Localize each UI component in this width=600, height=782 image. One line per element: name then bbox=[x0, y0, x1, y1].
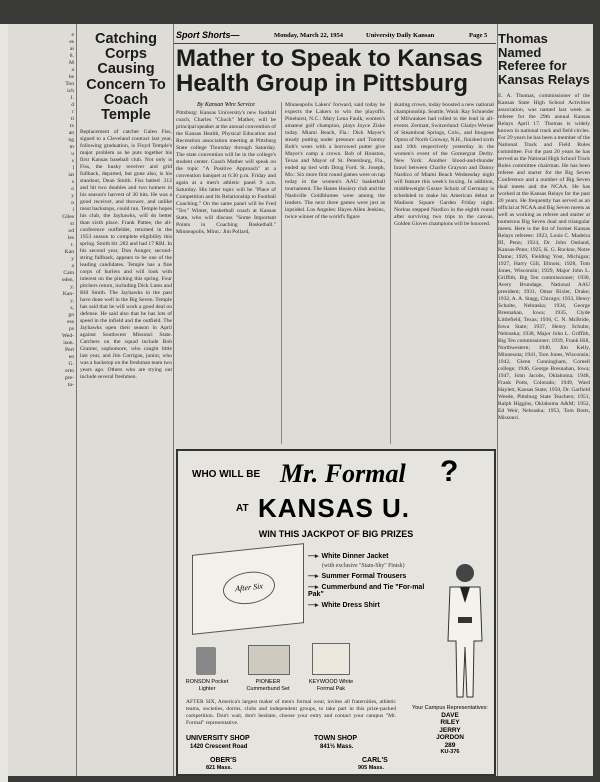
shops-row bbox=[186, 735, 396, 753]
ad-blurb: AFTER SIX, America's largest maker of men's formal wear, invites all fraternities, athletic teams, societies, dorms, clubs and independent groups, to take part in this prize-packed competition. Don't wait, don't hesitate, choose your entry and contact your campus "Mr. Formal" representative. bbox=[186, 699, 396, 726]
main-story-col-3 bbox=[390, 102, 494, 444]
fragment-line: ti bbox=[70, 116, 74, 122]
fragment-line: l bbox=[72, 165, 74, 171]
main-story-col-1 bbox=[176, 102, 276, 444]
fragment-line: i bbox=[72, 207, 74, 213]
fragment-line: ng bbox=[68, 137, 74, 143]
main-story-text-1: Pittsburg: Kansas University's new football coach, Charles "Chuck" Mather, will be principal speaker at the annual convention of the Kansas Health, Physical Education and Recreation association meeting at Pittsburg State college Thursday through Saturday. The state convention will be in the college's student center. Coach Mather will speak on the topic "A Positive Approach" at a convention banquet at 6:30 p.m. Friday and again at a men's athletic panel 9 a.m. Saturday. His latter topic will be "Place of Competition and Its Relationship to Football Coaching." On the same panel will be Fred "Tex" Winter, basketball coach at Kansas State, who will discuss "Some Important Points in Coaching Basketball." Minneapolis, Minn.: Jim Pollard, bbox=[176, 110, 276, 235]
lighter-graphic bbox=[196, 647, 216, 675]
prize-item bbox=[308, 572, 438, 580]
store2-name: CARL'S bbox=[362, 757, 388, 764]
rep-name: JORDON bbox=[436, 734, 464, 741]
store1-addr: 821 Mass. bbox=[206, 765, 232, 771]
fragment-line: a bbox=[71, 67, 74, 73]
fragment-line: an bbox=[68, 130, 74, 136]
reps-box bbox=[410, 705, 490, 756]
rep-name: DAVE bbox=[441, 711, 459, 719]
right-story-body: E. A. Thomas, commissioner of the Kansas State High School Activities association, was named last week as referee for the 29th annual Kansas Relays April 17. Thomas is widely known in national track and field circles. For 29 years he has been a member of the National Track and Field Rules committee. For the past 20 years he has served as the National High School Track Rules committee chairman. He has been referee and starter for the Big Seven Conference and a number of Big Seven dual meets and the NCAA. He has worked at the Kansas Relays for the past 20 years. He frequently has served as an official at NCAA and Big Seven meets as well as working as referee and starter at numerous Big Seven dual and triangular meets. Here is the list of former Kansas Relays referees: 1923, Louis C. Madeira III, Penn; 1924, Dr. John Outland, Kansas-Penn; 1925, K. G. Rockne, Notre Dame; 1926, Fielding Yost, Michigan; 1927, Harry Gill, Illinois; 1928, Tom Jones, Wisconsin; 1929, Major John L. Griffith, Big Ten commissioner; 1930, Avery Brundage, National AAU president; 1931, Omar Bixler, Drake; 1932, A. A. Stagg, Chicago; 1933, Henry Schulte, Nebraska; 1934, George Bresnahan, Iowa; 1935, Clyde Littlefield, Texas; 1936, C. N. McBride, Iowa State; 1937, Henry Schulte, Nebraska; 1938, Major John L. Griffith, Big Ten commissioner; 1939, Frank Hill, Northwestern; 1940, Jim Kelly, Minnesota; 1941, Tom Jones, Wisconsin; 1942, Glenn Cunningham, Cornell college; 1946, George Bresnahan, Iowa; 1947, John Jacobs, Oklahoma; 1948, Frank Potts, Colorado; 1949, Ward Haylett, Kansas State; 1950, Dr. Garfield Weede, Pittsburg State Teachers; 1951, Ralph Higgins, Oklahoma A&M; 1952, Ed Weir, Nebraska; 1953, Tom Botts, Missouri. bbox=[498, 92, 590, 421]
fragment-line: t. bbox=[71, 242, 74, 248]
main-story-byline: By Kansan Wire Service bbox=[197, 102, 255, 108]
folio-line bbox=[174, 30, 496, 42]
fragment-line: d bbox=[71, 102, 74, 108]
main-story bbox=[176, 44, 494, 444]
fragment-line: y bbox=[71, 193, 74, 199]
section-label: Sport Shorts— bbox=[176, 30, 240, 40]
column-rule bbox=[173, 24, 174, 776]
main-story-text-2: Minneapolis Lakers' forward, said today he expects the Lakers to win the playoffs. Pinehurst, N.C.: Mary Lena Faulk, women's amateur golf champion, plays Joyce Ziske today. Miami Beach, Fla.: Dick Mayer's steady putting under pressure and Tommy Bolt's woes with a borrowed putter give Mayer's camp a crown. Bob of Houston, Texas and Mayor of St. Petersburg, Fla., ended up tied with Doug Ford. St. Joseph, Mo.: Six more first round games were on tap today in the women's AAU basketball tournament. The Hanes Hosiery club and the Nashville Goldblumes were among the leaders. The next three games were just as lopsided. Los Angeles: Hayes Allen Jenkins, twice winner of the world's figure bbox=[285, 102, 385, 220]
rep-name: 289 bbox=[444, 741, 456, 749]
after-six-logo: After Six bbox=[223, 569, 275, 606]
fragment-line: ison. bbox=[63, 340, 74, 346]
fragment-line: es bbox=[69, 39, 74, 45]
keywood-caption: KEYWOOD White Formal Pak bbox=[308, 679, 354, 692]
ad-who-will-be: WHO WILL BE bbox=[192, 469, 261, 480]
folio-page: Page 5 bbox=[469, 32, 488, 39]
fragment-line: o bbox=[71, 186, 74, 192]
right-story-headline: Thomas Named Referee for Kansas Relays bbox=[498, 32, 590, 87]
fragment-line: oden, bbox=[61, 277, 74, 283]
fragment-line: m bbox=[69, 144, 74, 150]
fragment-line: gn bbox=[68, 312, 74, 318]
fragment-line: od bbox=[68, 228, 74, 234]
fragment-line: ess bbox=[67, 319, 74, 325]
fragment-line: s bbox=[71, 158, 74, 164]
fragment-line: e bbox=[71, 32, 74, 38]
shop2-name: TOWN SHOP bbox=[314, 735, 358, 742]
main-story-headline: Mather to Speak to Kansas Health Group in Pittsburg bbox=[176, 45, 483, 97]
left-story bbox=[80, 32, 172, 768]
fragment-line: Kan bbox=[64, 249, 74, 255]
fragment-line: pre- bbox=[64, 375, 74, 381]
fragment-line: Ton bbox=[65, 81, 74, 87]
pioneer-caption: PIONEER Cummerbund Set bbox=[246, 679, 290, 692]
fragment-line: les bbox=[67, 235, 74, 241]
prize-label: White Dress Shirt bbox=[321, 602, 380, 609]
fragment-line: ai bbox=[69, 46, 74, 52]
store1-name: OBER'S bbox=[210, 757, 237, 764]
prize-item bbox=[308, 601, 438, 609]
fragment-line: s bbox=[71, 179, 74, 185]
rep-name: JERRY bbox=[439, 726, 461, 734]
fragment-line: Wed- bbox=[62, 333, 74, 339]
stores-row bbox=[186, 757, 486, 771]
fragment-line: Giles bbox=[62, 214, 74, 220]
fragment-line: n bbox=[71, 200, 74, 206]
cummerbund-graphic bbox=[248, 645, 290, 675]
fragment-line: erto bbox=[65, 368, 74, 374]
fragment-line: iat bbox=[68, 172, 74, 178]
store2-addr: 905 Mass. bbox=[358, 765, 384, 771]
prize-label: White Dinner Jacket bbox=[321, 553, 389, 560]
prize-list bbox=[308, 549, 438, 612]
rep-name: RILEY bbox=[440, 719, 460, 726]
prize-item bbox=[308, 583, 438, 598]
mr-formal-ad bbox=[176, 449, 496, 776]
newspaper-page bbox=[8, 24, 593, 776]
prize-sub: (with exclusive "Stain-Shy" Finish) bbox=[322, 563, 405, 569]
fragment-line: Kan- bbox=[62, 291, 74, 297]
top-border bbox=[8, 0, 593, 24]
main-story-text-3: skating crown, today boosted a new national championship. Seattle, Wash: Ray Schneider of Milwaukee had rolled to the lead in all-events. Zermatt, Switzerland: Gladys Werner of Steamboat Springs, Colo., and Imogene Opton of North Conway, N.H., finished sixth and 10th respectively yesterday in the women's event of the Gornergrat Derby. New York: Another blood-and-thunder brawl between Charlie Grayson and Danny Nardico of Miami Beach Wednesday night will feature this week's boxing. In addition, middleweight Gustav Scholz of Germany is scheduled to make his American debut at Madison Square Garden Friday night. Norkus stepped Nardico in the eighth round after surviving two trips to the canvas. Golden Gloves champions will be honored. bbox=[394, 102, 494, 227]
fragment-line: y bbox=[71, 256, 74, 262]
ad-brand: Mr. Formal bbox=[280, 459, 406, 488]
fragment-line: st bbox=[70, 221, 74, 227]
left-clipping-edge bbox=[0, 24, 8, 782]
folio-date: Monday, March 22, 1954 bbox=[274, 32, 344, 39]
prize-box-graphic bbox=[192, 543, 304, 635]
fragment-line: tx bbox=[69, 123, 74, 129]
partial-column-text bbox=[12, 32, 74, 389]
ad-at: AT bbox=[236, 503, 249, 514]
fragment-line: Pert bbox=[64, 347, 74, 353]
fragment-line: a bbox=[71, 263, 74, 269]
arrow-icon: —▸ bbox=[308, 573, 319, 580]
arrow-icon: —▸ bbox=[308, 602, 319, 609]
reps-names bbox=[410, 712, 490, 750]
fragment-line: G. bbox=[68, 361, 74, 367]
main-story-columns bbox=[176, 102, 494, 444]
column-rule bbox=[76, 24, 77, 776]
formal-figure-illustration bbox=[440, 561, 490, 701]
left-story-body: Replacement of catcher Galen Fiss, signed to a Cleveland contract last year, following graduation, is Floyd Temple's major problem as he puts together his first Kansas baseball club. Not only is Fiss, the husky receiver and grid fullback, departed, but gone also, is his standout, Dean Smith. Fiss batted .312 and hit two doubles and two homers in his season's harvest of 30 hits. He was a good receiver, and thrower, and unlike most backstops, could run. Temple hopes his club, the Jayhawks, will do better than sixth place. Frank Pattee, the all-conference outfielder, returned in the 1953 season to complete eligibility this spring. Smith hit .282 and had 17 RBI. In his second year, Don Aunger, second-string fullback, appears to be one of the leading candidates. Temple has a fine corps of hurlers and will look with interest on the pitching this spring. Four pitchers return, including Dick Lutes and Bill Smith. The Jayhawks in the past have done well in the Big Seven. Temple has said that he will work a good deal on defense. He said also that he has lots of speed in the infield and the outfield. The Jayhawks open their season in April against Southwest Missouri State. Catchers on the squad include Bob Gramer, sophomore, who caught little last year, and Jim Corrigan, junior, who was a backstop on the freshman team two years ago. Others who are trying out include several freshmen. bbox=[80, 129, 172, 381]
shop1-name: UNIVERSITY SHOP bbox=[186, 735, 250, 742]
fragment-line: y, bbox=[70, 284, 74, 290]
fragment-line: y, bbox=[70, 298, 74, 304]
shop2-addr: 841½ Mass. bbox=[320, 744, 354, 750]
fragment-line: tu- bbox=[67, 382, 74, 388]
prize-label: Summer Formal Trousers bbox=[321, 573, 407, 580]
left-story-headline: Catching Corps Causing Concern To Coach Temple bbox=[86, 32, 166, 124]
fragment-line: en bbox=[68, 354, 74, 360]
ad-question-mark: ? bbox=[440, 455, 459, 488]
fragment-line: r bbox=[72, 109, 74, 115]
main-story-col-2 bbox=[281, 102, 385, 444]
fragment-line: ps bbox=[69, 326, 74, 332]
reps-label: Your Campus Representatives: bbox=[412, 705, 488, 711]
fragment-line: J. bbox=[70, 95, 74, 101]
folio-paper: University Daily Kansan bbox=[366, 32, 435, 39]
formal-pak-graphic bbox=[312, 643, 350, 675]
arrow-icon: —▸ bbox=[308, 553, 319, 560]
prize-label: Cummerbund and Tie "For-mal Pak" bbox=[308, 584, 425, 598]
fragment-line: Cain bbox=[63, 270, 74, 276]
fragment-line: s, bbox=[70, 305, 74, 311]
ad-school: KANSAS U. bbox=[258, 493, 411, 523]
reps-phone: KU-376 bbox=[440, 749, 460, 755]
fragment-line: M bbox=[69, 60, 74, 66]
fragment-line: ich bbox=[67, 88, 74, 94]
shop1-addr: 1420 Crescent Road bbox=[190, 744, 248, 750]
fragment-line: u bbox=[71, 151, 74, 157]
ronson-caption: RONSON Pocket Lighter bbox=[185, 679, 229, 692]
partial-left-column bbox=[12, 32, 74, 768]
arrow-icon: —▸ bbox=[308, 584, 319, 591]
fragment-line: 8. bbox=[69, 53, 74, 59]
ad-jackpot: WIN THIS JACKPOT OF BIG PRIZES bbox=[258, 529, 414, 539]
right-story bbox=[498, 32, 590, 768]
prize-item bbox=[308, 552, 438, 560]
fragment-line: be bbox=[68, 74, 74, 80]
